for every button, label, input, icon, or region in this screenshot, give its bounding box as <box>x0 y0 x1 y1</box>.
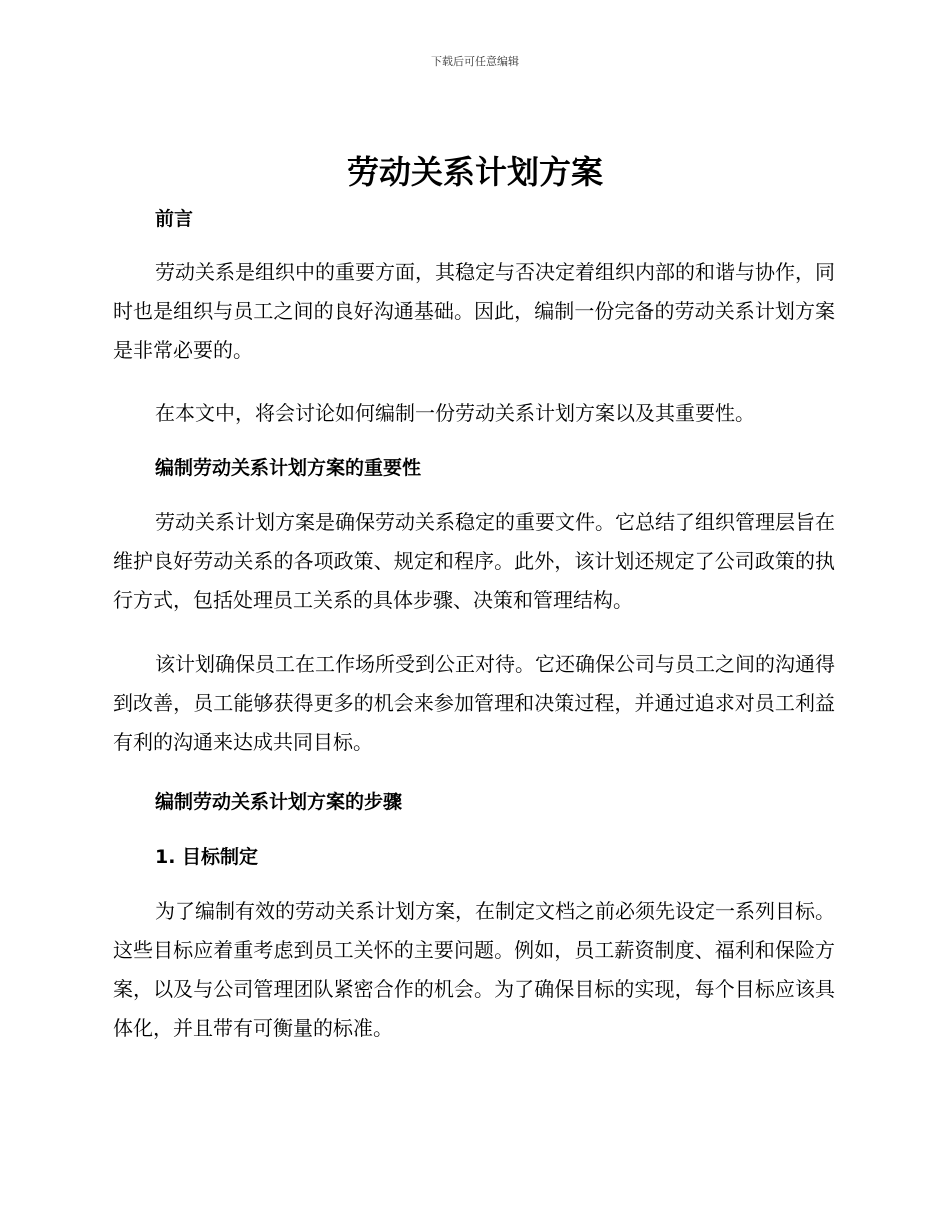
document-title: 劳动关系计划方案 <box>346 153 603 191</box>
step1-heading: 1. 目标制定 <box>155 846 259 868</box>
steps-heading: 编制劳动关系计划方案的步骤 <box>155 791 403 813</box>
step1-paragraph-1: 为了编制有效的劳动关系计划方案，在制定文档之前必须先设定一系列目标。这些目标应着重考虑到员工关怀的主要问题。例如，员工薪资制度、福利和保险方案，以及与公司管理团队紧密合作的机会。为了确保目标的实现，每个目标应该具体化，并且带有可衡量的标准。 <box>113 899 835 1040</box>
preface-paragraph-2: 在本文中，将会讨论如何编制一份劳动关系计划方案以及其重要性。 <box>155 401 755 425</box>
page-header-note: 下载后可任意编辑 <box>431 55 519 68</box>
preface-heading: 前言 <box>155 208 194 230</box>
preface-paragraph-1: 劳动关系是组织中的重要方面，其稳定与否决定着组织内部的和谐与协作，同时也是组织与员工之间的良好沟通基础。因此，编制一份完备的劳动关系计划方案是非常必要的。 <box>113 260 835 362</box>
importance-paragraph-1: 劳动关系计划方案是确保劳动关系稳定的重要文件。它总结了组织管理层旨在维护良好劳动关系的各项政策、规定和程序。此外，该计划还规定了公司政策的执行方式，包括处理员工关系的具体步骤、决策和管理结构。 <box>113 510 835 612</box>
importance-heading: 编制劳动关系计划方案的重要性 <box>155 457 422 479</box>
importance-paragraph-2: 该计划确保员工在工作场所受到公正对待。它还确保公司与员工之间的沟通得到改善，员工能够获得更多的机会来参加管理和决策过程，并通过追求对员工利益有利的沟通来达成共同目标。 <box>113 652 835 754</box>
